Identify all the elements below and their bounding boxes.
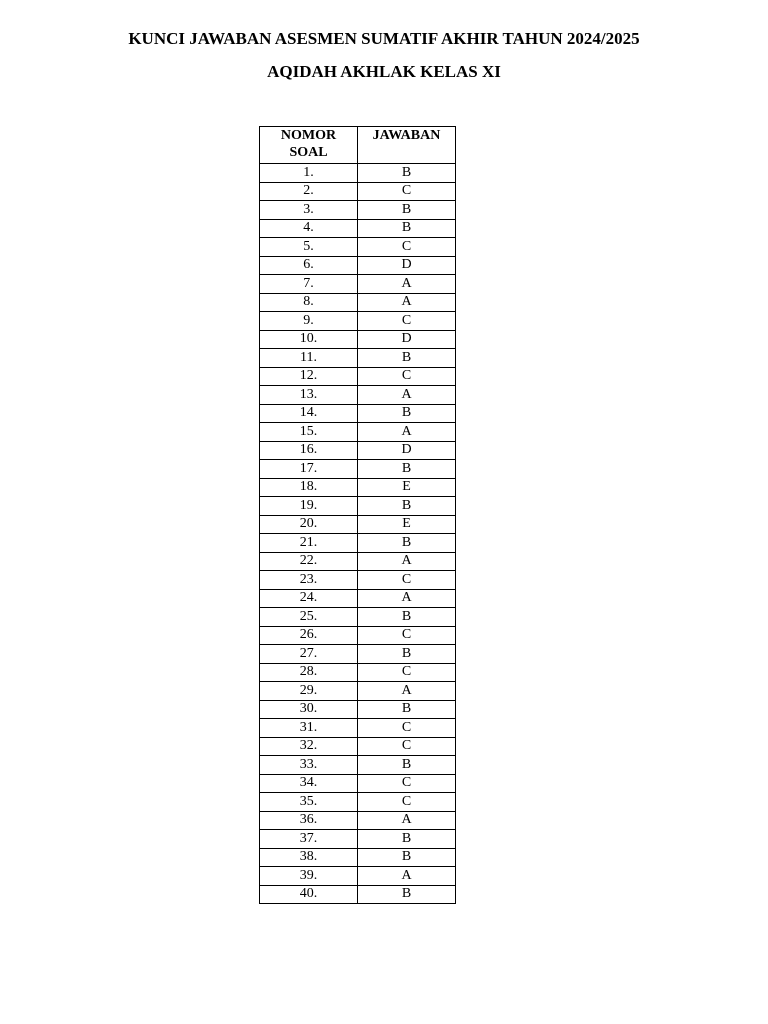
- table-row: [260, 589, 456, 608]
- answer-cell: D: [358, 441, 456, 460]
- table-row: [260, 497, 456, 516]
- answer-key-table: [259, 126, 456, 904]
- question-number-cell: 6.: [260, 256, 358, 275]
- question-number-cell: 20.: [260, 515, 358, 534]
- question-number-cell: 29.: [260, 682, 358, 701]
- answer-cell: B: [358, 700, 456, 719]
- table-row: [260, 182, 456, 201]
- answer-cell: B: [358, 201, 456, 220]
- table-row: [260, 830, 456, 849]
- answer-cell: B: [358, 164, 456, 183]
- question-number-cell: 10.: [260, 330, 358, 349]
- table-row: [260, 571, 456, 590]
- table-row: [260, 219, 456, 238]
- answer-cell: A: [358, 275, 456, 294]
- table-row: [260, 201, 456, 220]
- question-number-cell: 22.: [260, 552, 358, 571]
- answer-cell: C: [358, 367, 456, 386]
- answer-cell: B: [358, 756, 456, 775]
- question-number-cell: 8.: [260, 293, 358, 312]
- answer-cell: B: [358, 219, 456, 238]
- answer-cell: C: [358, 774, 456, 793]
- question-number-cell: 11.: [260, 349, 358, 368]
- answer-cell: B: [358, 608, 456, 627]
- answer-cell: C: [358, 793, 456, 812]
- document-subtitle: AQIDAH AKHLAK KELAS XI: [267, 62, 501, 81]
- question-number-cell: 18.: [260, 478, 358, 497]
- table-row: [260, 367, 456, 386]
- question-number-cell: 3.: [260, 201, 358, 220]
- table-row: [260, 663, 456, 682]
- question-number-cell: 36.: [260, 811, 358, 830]
- header-nomor-line-2: SOAL: [289, 145, 328, 160]
- table-row: [260, 386, 456, 405]
- answer-cell: C: [358, 571, 456, 590]
- table-row: [260, 626, 456, 645]
- table-row: [260, 404, 456, 423]
- question-number-cell: 24.: [260, 589, 358, 608]
- table-row: [260, 774, 456, 793]
- question-number-cell: 7.: [260, 275, 358, 294]
- table-row: [260, 164, 456, 183]
- answer-cell: B: [358, 885, 456, 904]
- answer-cell: B: [358, 404, 456, 423]
- question-number-cell: 4.: [260, 219, 358, 238]
- answer-cell: B: [358, 645, 456, 664]
- table-row: [260, 312, 456, 331]
- table-header: [260, 127, 456, 164]
- table-row: [260, 682, 456, 701]
- table-row: [260, 700, 456, 719]
- question-number-cell: 26.: [260, 626, 358, 645]
- question-number-cell: 23.: [260, 571, 358, 590]
- question-number-cell: 16.: [260, 441, 358, 460]
- table-row: [260, 349, 456, 368]
- table-row: [260, 441, 456, 460]
- answer-cell: C: [358, 663, 456, 682]
- answer-cell: A: [358, 386, 456, 405]
- question-number-cell: 21.: [260, 534, 358, 553]
- table-row: [260, 293, 456, 312]
- table-row: [260, 478, 456, 497]
- answer-cell: C: [358, 312, 456, 331]
- table-row: [260, 811, 456, 830]
- table-row: [260, 238, 456, 257]
- question-number-cell: 35.: [260, 793, 358, 812]
- table-body: [260, 164, 456, 904]
- table-row: [260, 885, 456, 904]
- question-number-cell: 9.: [260, 312, 358, 331]
- answer-cell: A: [358, 293, 456, 312]
- table-row: [260, 256, 456, 275]
- table-row: [260, 645, 456, 664]
- answer-cell: D: [358, 256, 456, 275]
- question-number-cell: 5.: [260, 238, 358, 257]
- table-row: [260, 552, 456, 571]
- table-row: [260, 330, 456, 349]
- question-number-cell: 19.: [260, 497, 358, 516]
- answer-cell: E: [358, 515, 456, 534]
- question-number-cell: 32.: [260, 737, 358, 756]
- question-number-cell: 37.: [260, 830, 358, 849]
- answer-cell: A: [358, 811, 456, 830]
- document-title: KUNCI JAWABAN ASESMEN SUMATIF AKHIR TAHUN 2024/2025: [128, 29, 640, 48]
- header-nomor-line-1: NOMOR: [280, 128, 337, 143]
- question-number-cell: 33.: [260, 756, 358, 775]
- answer-cell: C: [358, 626, 456, 645]
- question-number-cell: 25.: [260, 608, 358, 627]
- table-row: [260, 793, 456, 812]
- answer-cell: A: [358, 552, 456, 571]
- question-number-cell: 1.: [260, 164, 358, 183]
- table-row: [260, 719, 456, 738]
- header-jawaban: JAWABAN: [358, 127, 456, 164]
- question-number-cell: 13.: [260, 386, 358, 405]
- question-number-cell: 14.: [260, 404, 358, 423]
- table-row: [260, 608, 456, 627]
- answer-cell: B: [358, 349, 456, 368]
- answer-cell: A: [358, 423, 456, 442]
- answer-cell: C: [358, 719, 456, 738]
- table-row: [260, 848, 456, 867]
- question-number-cell: 17.: [260, 460, 358, 479]
- answer-cell: C: [358, 182, 456, 201]
- answer-cell: D: [358, 330, 456, 349]
- answer-cell: A: [358, 682, 456, 701]
- question-number-cell: 2.: [260, 182, 358, 201]
- question-number-cell: 40.: [260, 885, 358, 904]
- question-number-cell: 38.: [260, 848, 358, 867]
- answer-cell: C: [358, 737, 456, 756]
- answer-cell: B: [358, 497, 456, 516]
- answer-cell: C: [358, 238, 456, 257]
- table-row: [260, 867, 456, 886]
- table-row: [260, 275, 456, 294]
- answer-cell: E: [358, 478, 456, 497]
- question-number-cell: 15.: [260, 423, 358, 442]
- question-number-cell: 39.: [260, 867, 358, 886]
- question-number-cell: 31.: [260, 719, 358, 738]
- table-row: [260, 534, 456, 553]
- answer-cell: B: [358, 848, 456, 867]
- question-number-cell: 28.: [260, 663, 358, 682]
- question-number-cell: 12.: [260, 367, 358, 386]
- table-row: [260, 756, 456, 775]
- question-number-cell: 30.: [260, 700, 358, 719]
- answer-cell: B: [358, 534, 456, 553]
- answer-cell: B: [358, 830, 456, 849]
- answer-cell: A: [358, 867, 456, 886]
- answer-cell: A: [358, 589, 456, 608]
- table-row: [260, 460, 456, 479]
- table-row: [260, 737, 456, 756]
- header-nomor-soal: [260, 127, 358, 164]
- answer-cell: B: [358, 460, 456, 479]
- question-number-cell: 27.: [260, 645, 358, 664]
- table-header-row: [260, 127, 456, 164]
- question-number-cell: 34.: [260, 774, 358, 793]
- table-row: [260, 515, 456, 534]
- table-row: [260, 423, 456, 442]
